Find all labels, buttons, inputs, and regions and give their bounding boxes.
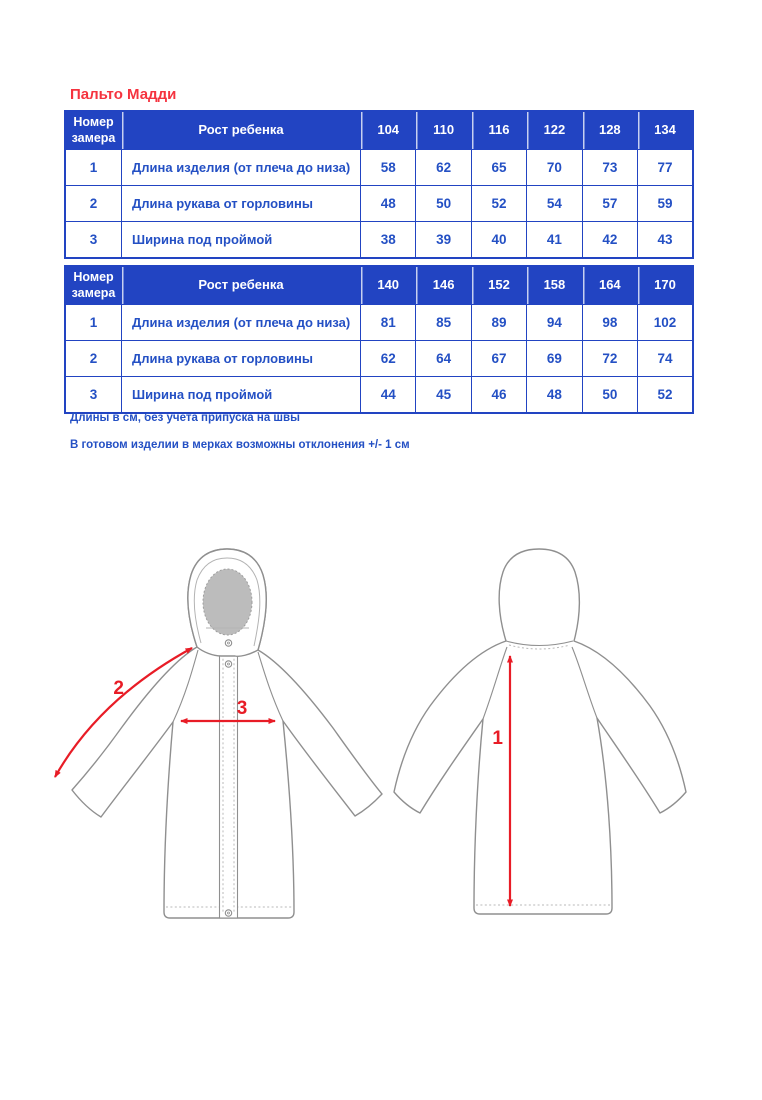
measure-value-cell: 40 bbox=[471, 222, 526, 259]
measure-number-cell: 1 bbox=[65, 150, 122, 186]
page-title: Пальто Мадди bbox=[70, 86, 177, 103]
measure-value-cell: 59 bbox=[638, 186, 693, 222]
table-row bbox=[65, 186, 693, 222]
column-header-height-value: 110 bbox=[416, 111, 471, 150]
size-table-140-170 bbox=[64, 265, 694, 414]
measure-value-cell: 74 bbox=[638, 341, 693, 377]
column-header-height-value: 164 bbox=[582, 266, 637, 305]
measure-value-cell: 38 bbox=[361, 222, 416, 259]
measure-value-cell: 46 bbox=[471, 377, 526, 414]
measure-value-cell: 77 bbox=[638, 150, 693, 186]
column-header-height-value: 128 bbox=[582, 111, 637, 150]
table-row bbox=[65, 305, 693, 341]
table-header-row bbox=[65, 266, 693, 305]
measure-number-cell: 2 bbox=[65, 186, 122, 222]
measure-value-cell: 52 bbox=[638, 377, 693, 414]
column-header-height-value: 140 bbox=[361, 266, 416, 305]
table-row bbox=[65, 150, 693, 186]
measure-value-cell: 70 bbox=[527, 150, 582, 186]
measure-value-cell: 73 bbox=[582, 150, 637, 186]
column-header-height-value: 170 bbox=[638, 266, 693, 305]
measure-name-cell: Длина изделия (от плеча до низа) bbox=[122, 305, 361, 341]
measure-value-cell: 58 bbox=[361, 150, 416, 186]
measure-number-cell: 2 bbox=[65, 341, 122, 377]
measure-label-1: 1 bbox=[492, 728, 503, 749]
measure-value-cell: 65 bbox=[471, 150, 526, 186]
measure-number-cell: 3 bbox=[65, 222, 122, 259]
measure-label-2: 2 bbox=[113, 678, 124, 699]
table-row bbox=[65, 341, 693, 377]
measure-value-cell: 50 bbox=[416, 186, 471, 222]
column-header-height-value: 104 bbox=[361, 111, 416, 150]
column-header-height-value: 122 bbox=[527, 111, 582, 150]
measure-value-cell: 45 bbox=[416, 377, 471, 414]
measure-value-cell: 67 bbox=[471, 341, 526, 377]
column-header-height-value: 152 bbox=[471, 266, 526, 305]
snap-button bbox=[225, 661, 231, 667]
column-header-child-height: Рост ребенка bbox=[122, 111, 361, 150]
measure-value-cell: 39 bbox=[416, 222, 471, 259]
column-header-height-value: 116 bbox=[471, 111, 526, 150]
measure-name-cell: Длина изделия (от плеча до низа) bbox=[122, 150, 361, 186]
hood-opening bbox=[203, 569, 252, 635]
measure-value-cell: 62 bbox=[361, 341, 416, 377]
measure-value-cell: 89 bbox=[471, 305, 526, 341]
measure-value-cell: 43 bbox=[638, 222, 693, 259]
column-header-measure-number: Номер замера bbox=[65, 266, 122, 305]
measure-value-cell: 102 bbox=[638, 305, 693, 341]
placket-strip bbox=[220, 645, 238, 918]
column-header-child-height: Рост ребенка bbox=[122, 266, 361, 305]
coat-back-view bbox=[394, 549, 686, 914]
measure-name-cell: Ширина под проймой bbox=[122, 222, 361, 259]
column-header-height-value: 146 bbox=[416, 266, 471, 305]
measure-name-cell: Длина рукава от горловины bbox=[122, 186, 361, 222]
measure-value-cell: 52 bbox=[471, 186, 526, 222]
coat-measurement-diagram bbox=[0, 530, 762, 950]
measure-value-cell: 98 bbox=[582, 305, 637, 341]
snap-button bbox=[225, 640, 231, 646]
snap-button bbox=[225, 910, 231, 916]
table-row bbox=[65, 222, 693, 259]
measure-name-cell: Длина рукава от горловины bbox=[122, 341, 361, 377]
measure-value-cell: 81 bbox=[361, 305, 416, 341]
measure-value-cell: 62 bbox=[416, 150, 471, 186]
column-header-height-value: 134 bbox=[638, 111, 693, 150]
column-header-height-value: 158 bbox=[527, 266, 582, 305]
measure-value-cell: 54 bbox=[527, 186, 582, 222]
measure-value-cell: 41 bbox=[527, 222, 582, 259]
measure-value-cell: 57 bbox=[582, 186, 637, 222]
measure-value-cell: 94 bbox=[527, 305, 582, 341]
note-tolerance: В готовом изделии в мерках возможны отклонения +/- 1 см bbox=[70, 439, 410, 451]
size-table-104-134 bbox=[64, 110, 694, 259]
measure-value-cell: 50 bbox=[582, 377, 637, 414]
coat-back-silhouette bbox=[394, 549, 686, 914]
measure-value-cell: 64 bbox=[416, 341, 471, 377]
measure-label-3: 3 bbox=[236, 698, 248, 719]
coat-front-view bbox=[55, 549, 382, 918]
measure-value-cell: 48 bbox=[527, 377, 582, 414]
note-lengths-in-cm: Длины в см, без учета припуска на швы bbox=[70, 412, 300, 424]
measure-value-cell: 42 bbox=[582, 222, 637, 259]
column-header-measure-number: Номер замера bbox=[65, 111, 122, 150]
coat-front-placket bbox=[220, 645, 238, 918]
table-header-row bbox=[65, 111, 693, 150]
table-row bbox=[65, 377, 693, 414]
measure-number-cell: 1 bbox=[65, 305, 122, 341]
measure-number-cell: 3 bbox=[65, 377, 122, 414]
measure-value-cell: 44 bbox=[361, 377, 416, 414]
measure-value-cell: 72 bbox=[582, 341, 637, 377]
measure-value-cell: 69 bbox=[527, 341, 582, 377]
measure-value-cell: 85 bbox=[416, 305, 471, 341]
measure-value-cell: 48 bbox=[361, 186, 416, 222]
measure-name-cell: Ширина под проймой bbox=[122, 377, 361, 414]
